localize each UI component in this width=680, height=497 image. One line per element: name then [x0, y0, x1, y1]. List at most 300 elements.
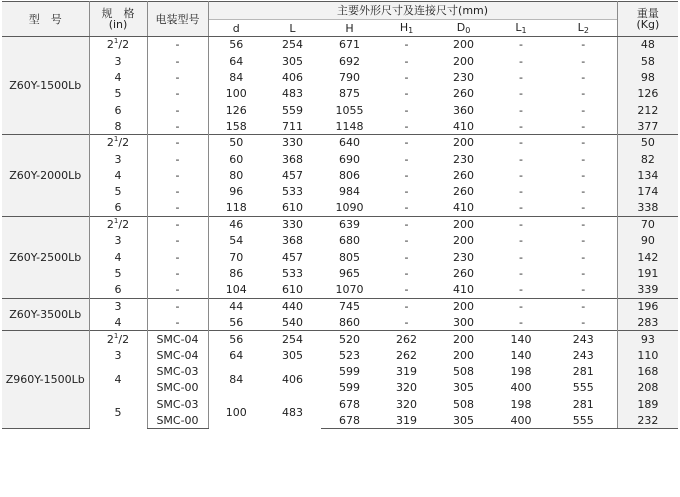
model-cell: Z60Y-2000Lb [2, 135, 89, 217]
dim-cell-D0: 200 [453, 54, 474, 68]
weight-cell: 232 [617, 412, 678, 428]
dim-cell-H1: 262 [396, 348, 417, 362]
weight-cell: 70 [617, 216, 678, 232]
weight-cell: 283 [617, 314, 678, 330]
dim-cell-L: 483 [282, 87, 303, 101]
dim-cell-L2: - [550, 233, 617, 249]
dim-cell-L1: - [519, 250, 523, 264]
dim-cell-H1: - [404, 266, 409, 280]
dim-cell-L1: - [519, 315, 523, 329]
dim-cell-H: 790 [339, 70, 360, 84]
dim-cell-d: 70 [229, 250, 244, 264]
size-value: 6 [114, 283, 122, 297]
dim-cell-H1: - [378, 135, 435, 151]
dim-cell-L2: - [550, 53, 617, 69]
header-col-subscript: 1 [521, 25, 527, 35]
dim-cell-D0: 410 [453, 283, 474, 297]
dim-cell-H: 680 [339, 234, 360, 248]
header-col-label: H [345, 21, 354, 35]
weight-cell: 191 [617, 265, 678, 281]
dim-cell-L2: - [550, 282, 617, 298]
dim-cell-H: 599 [339, 381, 360, 395]
size-cell [89, 118, 147, 134]
dim-cell-D0: 200 [453, 234, 474, 248]
size-cell [89, 282, 147, 298]
dim-cell-L1: - [519, 87, 523, 101]
dim-cell-D0: 230 [453, 152, 474, 166]
size-cell [89, 331, 147, 347]
dim-cell-H1: - [404, 87, 409, 101]
electric-model-cell: - [147, 314, 208, 330]
dim-cell-H1: - [404, 201, 409, 215]
dim-cell-L1: 198 [510, 397, 532, 411]
header-col-subscript: 0 [465, 25, 471, 35]
table-row [2, 167, 678, 183]
dim-cell-H1: - [378, 298, 435, 314]
table-row [2, 184, 678, 200]
size-fraction-numerator: 1 [113, 37, 119, 46]
dim-cell-L: 457 [282, 168, 303, 182]
header-col-label: H [399, 20, 409, 34]
dim-cell-H1: - [404, 283, 409, 297]
dim-cell-D0: 305 [453, 381, 474, 395]
dim-cell-H: 678 [321, 412, 378, 428]
weight-cell: 58 [617, 53, 678, 69]
dim-cell-H1: - [378, 216, 435, 232]
dim-cell-L1: - [519, 168, 523, 182]
electric-model-cell: - [147, 86, 208, 102]
dim-cell-H: 965 [339, 266, 360, 280]
header-col-2 [321, 20, 378, 37]
size-cell [89, 216, 147, 232]
dim-cell-L1: - [519, 103, 523, 117]
dim-cell-H: 1148 [335, 119, 364, 133]
dim-cell-L2: - [550, 167, 617, 183]
weight-cell: 196 [617, 298, 678, 314]
dim-cell-H: 690 [339, 152, 360, 166]
size-fraction-numerator: 1 [113, 217, 119, 226]
dim-cell-d: 56 [229, 315, 244, 329]
dim-cell-D0: 260 [453, 185, 474, 199]
dim-cell-L1: 400 [492, 412, 550, 428]
header-size-unit: (in) [108, 18, 128, 31]
header-electric-model: 电装型号 [147, 2, 208, 37]
electric-model-cell: - [147, 200, 208, 216]
header-col-3 [378, 20, 435, 37]
dim-cell-D0: 200 [435, 216, 492, 232]
size-value: 3 [114, 234, 122, 248]
dim-cell-H: 1090 [335, 201, 364, 215]
dim-cell-d: 80 [229, 168, 244, 182]
dim-cell-L1: 140 [492, 331, 550, 347]
header-col-label: L [577, 20, 584, 34]
size-cell [89, 37, 147, 53]
dim-cell-d: 104 [225, 283, 247, 297]
table-row [2, 298, 678, 314]
dim-cell-L2: 281 [550, 363, 617, 379]
dim-cell-d: 50 [208, 135, 264, 151]
electric-model-cell: - [147, 249, 208, 265]
header-col-subscript: 1 [408, 25, 414, 35]
dim-cell-H1: 320 [396, 397, 417, 411]
dim-cell-H: 1055 [335, 103, 364, 117]
dim-cell-L: 305 [282, 348, 303, 362]
dim-cell-L1: - [519, 234, 523, 248]
electric-model-cell: - [147, 265, 208, 281]
header-col-1 [264, 20, 321, 37]
dim-cell-L: 559 [282, 103, 303, 117]
table-row [2, 53, 678, 69]
dim-cell-D0: 230 [453, 250, 474, 264]
header-dims-title: 主要外形尺寸及连接尺寸(mm) [208, 2, 617, 20]
weight-cell: 126 [617, 86, 678, 102]
dim-cell-H: 678 [339, 397, 360, 411]
dim-cell-L: 368 [282, 234, 303, 248]
dim-cell-L2: - [550, 37, 617, 53]
size-value: 4 [114, 168, 122, 182]
dim-cell-D0: 200 [453, 348, 474, 362]
dim-cell-D0: 360 [453, 103, 474, 117]
header-weight [617, 2, 678, 37]
model-cell: Z960Y-1500Lb [2, 331, 89, 429]
header-size [89, 2, 147, 37]
header-size-label: 规 格 [101, 7, 135, 20]
weight-cell: 338 [617, 200, 678, 216]
dim-cell-L2: - [550, 135, 617, 151]
dim-cell-D0: 508 [453, 397, 474, 411]
dim-cell-L1: - [519, 152, 523, 166]
electric-model-cell: - [147, 298, 208, 314]
electric-model-cell: - [147, 53, 208, 69]
dim-cell-d: 44 [208, 298, 264, 314]
dim-cell-H: 523 [339, 348, 360, 362]
dim-cell-H: 745 [321, 298, 378, 314]
dim-cell-L1: - [519, 201, 523, 215]
dim-cell-d: 56 [208, 331, 264, 347]
dim-cell-L: 305 [282, 54, 303, 68]
dim-cell-H1: 262 [378, 331, 435, 347]
dim-cell-L2: - [550, 184, 617, 200]
dim-cell-L: 610 [282, 283, 303, 297]
size-cell [89, 233, 147, 249]
dim-cell-L2: 243 [550, 347, 617, 363]
electric-model-cell: - [147, 282, 208, 298]
dim-cell-L: 406 [282, 70, 303, 84]
size-cell [89, 151, 147, 167]
dim-cell-d: 64 [229, 54, 244, 68]
size-fraction-denominator: /2 [118, 332, 130, 346]
dim-cell-L1: 198 [510, 365, 532, 379]
header-col-label: L [289, 21, 296, 35]
table-row [2, 135, 678, 151]
dim-cell-L2: - [550, 118, 617, 134]
electric-model-cell: SMC-03 [147, 396, 208, 412]
electric-model-cell: - [147, 118, 208, 134]
size-cell [89, 69, 147, 85]
dim-cell-L: 330 [264, 135, 321, 151]
size-value: 8 [114, 119, 122, 133]
dim-cell-L: 368 [282, 152, 303, 166]
size-value: 6 [114, 201, 122, 215]
header-col-subscript: 2 [583, 25, 589, 35]
dim-cell-L1: - [519, 266, 523, 280]
size-fraction-numerator: 1 [113, 135, 119, 144]
table-row [2, 347, 678, 363]
size-value: 5 [114, 185, 122, 199]
weight-cell: 377 [617, 118, 678, 134]
size-cell [89, 135, 147, 151]
size-value: 4 [114, 250, 122, 264]
size-value: 3 [114, 152, 122, 166]
dim-cell-L2: - [550, 102, 617, 118]
electric-model-cell: SMC-00 [147, 380, 208, 396]
weight-cell: 93 [617, 331, 678, 347]
table-row [2, 86, 678, 102]
table-row [2, 363, 678, 379]
dim-cell-H1: - [404, 250, 409, 264]
size-value: 3 [114, 54, 122, 68]
size-cell [89, 298, 147, 314]
valve-dimension-table [2, 1, 678, 429]
dim-cell-H1: - [404, 168, 409, 182]
dim-cell-H: 1070 [335, 283, 364, 297]
weight-cell: 142 [617, 249, 678, 265]
size-value: 4 [114, 315, 122, 329]
dim-cell-L2: - [550, 216, 617, 232]
size-cell [89, 314, 147, 330]
dim-cell-L: 457 [282, 250, 303, 264]
dim-cell-D0: 508 [453, 365, 474, 379]
table-row [2, 282, 678, 298]
dim-cell-L1: - [519, 54, 523, 68]
dim-cell-D0: 200 [435, 331, 492, 347]
model-cell: Z60Y-3500Lb [2, 298, 89, 331]
dim-cell-H: 984 [339, 185, 360, 199]
dim-cell-H: 805 [339, 250, 360, 264]
table-header [2, 2, 678, 37]
dim-cell-L: 440 [264, 298, 321, 314]
dim-cell-L: 610 [282, 201, 303, 215]
weight-cell: 339 [617, 282, 678, 298]
dim-cell-L2: - [550, 69, 617, 85]
dim-cell-d: 158 [225, 119, 247, 133]
size-cell [89, 249, 147, 265]
dim-cell-d: 54 [229, 234, 244, 248]
dim-cell-L2: - [550, 249, 617, 265]
dim-cell-d: 46 [208, 216, 264, 232]
size-fraction-denominator: /2 [118, 218, 130, 232]
dim-cell-d: 86 [229, 266, 244, 280]
size-cell [89, 102, 147, 118]
weight-cell: 98 [617, 69, 678, 85]
dim-cell-H: 599 [339, 365, 360, 379]
electric-model-cell: - [147, 69, 208, 85]
dim-cell-D0: 260 [453, 168, 474, 182]
dim-cell-D0: 410 [453, 201, 474, 215]
dim-cell-L1: 400 [510, 381, 532, 395]
dim-cell-d: 84 [229, 70, 244, 84]
header-weight-unit: (Kg) [636, 18, 660, 31]
dim-cell-L: 330 [264, 216, 321, 232]
dim-cell-L: 483 [282, 405, 303, 419]
size-value: 2 [106, 218, 114, 232]
dim-cell-H: 671 [339, 38, 360, 52]
dim-cell-D0: 410 [453, 119, 474, 133]
dim-cell-L2: - [550, 86, 617, 102]
dim-cell-L1: - [519, 119, 523, 133]
dim-cell-d: 84 [229, 373, 244, 387]
dim-cell-L2: - [550, 314, 617, 330]
size-cell [89, 184, 147, 200]
weight-cell: 50 [617, 135, 678, 151]
dim-cell-d: 100 [225, 405, 247, 419]
table-row [2, 265, 678, 281]
dim-cell-d: 56 [229, 38, 244, 52]
dim-cell-D0: 230 [453, 70, 474, 84]
table-row [2, 200, 678, 216]
dim-cell-H1: - [404, 103, 409, 117]
electric-model-cell: SMC-04 [147, 347, 208, 363]
model-cell: Z60Y-1500Lb [2, 37, 89, 135]
dim-cell-d: 118 [225, 201, 247, 215]
dim-cell-D0: 200 [435, 298, 492, 314]
electric-model-cell: - [147, 102, 208, 118]
dim-cell-L: 711 [282, 119, 303, 133]
dim-cell-H: 640 [321, 135, 378, 151]
dim-cell-L1: - [519, 38, 523, 52]
dim-cell-H: 639 [321, 216, 378, 232]
dim-cell-d: 60 [229, 152, 244, 166]
dim-cell-L2: - [550, 298, 617, 314]
size-value: 4 [114, 70, 122, 84]
dim-cell-L: 540 [282, 315, 303, 329]
size-cell: 5 [114, 405, 122, 419]
weight-cell: 208 [617, 380, 678, 396]
dim-cell-H1: - [404, 234, 409, 248]
dim-cell-H: 692 [339, 54, 360, 68]
table-row [2, 249, 678, 265]
dim-cell-L2: - [550, 151, 617, 167]
header-col-label: d [232, 21, 240, 35]
dim-cell-L: 254 [282, 38, 303, 52]
size-cell [89, 167, 147, 183]
header-col-0 [208, 20, 264, 37]
table-row [2, 118, 678, 134]
dim-cell-L1: - [519, 70, 523, 84]
size-cell [89, 200, 147, 216]
header-col-5 [492, 20, 550, 37]
dim-cell-L: 254 [264, 331, 321, 347]
electric-model-cell: SMC-03 [147, 363, 208, 379]
size-fraction-numerator: 1 [113, 331, 119, 340]
dim-cell-L1: - [519, 283, 523, 297]
table-row [2, 69, 678, 85]
header-col-label: L [515, 20, 522, 34]
table-row [2, 151, 678, 167]
electric-model-cell: - [147, 167, 208, 183]
dim-cell-L2: 555 [550, 412, 617, 428]
dim-cell-H1: - [404, 70, 409, 84]
weight-cell: 134 [617, 167, 678, 183]
size-value: 3 [114, 299, 122, 313]
dim-cell-D0: 200 [435, 135, 492, 151]
size-cell [89, 265, 147, 281]
weight-cell: 110 [617, 347, 678, 363]
dim-cell-D0: 260 [453, 266, 474, 280]
dim-cell-L: 533 [282, 266, 303, 280]
weight-cell: 82 [617, 151, 678, 167]
size-value: 6 [114, 103, 122, 117]
dim-cell-H: 875 [339, 87, 360, 101]
dim-cell-H1: - [404, 152, 409, 166]
size-value: 5 [114, 87, 122, 101]
size-cell: 3 [114, 348, 122, 362]
weight-cell: 189 [617, 396, 678, 412]
header-col-4 [435, 20, 492, 37]
header-col-6 [550, 20, 617, 37]
size-fraction-denominator: /2 [118, 136, 130, 150]
electric-model-cell: - [147, 184, 208, 200]
dim-cell-D0: 260 [453, 87, 474, 101]
dim-cell-H1: 319 [396, 365, 417, 379]
dim-cell-d: 126 [225, 103, 247, 117]
dim-cell-L1: - [519, 185, 523, 199]
dim-cell-H1: - [404, 315, 409, 329]
electric-model-cell: - [147, 233, 208, 249]
dim-cell-L1: 140 [510, 348, 532, 362]
size-cell [89, 53, 147, 69]
size-value: 2 [106, 136, 114, 150]
weight-cell: 212 [617, 102, 678, 118]
weight-cell: 48 [617, 37, 678, 53]
weight-cell: 90 [617, 233, 678, 249]
dim-cell-H1: - [404, 54, 409, 68]
dim-cell-d: 64 [229, 348, 244, 362]
header-col-label: D [456, 20, 466, 34]
electric-model-cell: - [147, 151, 208, 167]
size-fraction-denominator: /2 [118, 38, 130, 52]
dim-cell-H1: 319 [378, 412, 435, 428]
table-body [2, 37, 678, 429]
dim-cell-H1: - [404, 119, 409, 133]
dim-cell-d: 100 [225, 87, 247, 101]
dim-cell-H: 806 [339, 168, 360, 182]
table-row [2, 37, 678, 53]
dim-cell-L1: - [492, 216, 550, 232]
dim-cell-L2: 243 [550, 331, 617, 347]
weight-cell: 168 [617, 363, 678, 379]
electric-model-cell: SMC-00 [147, 412, 208, 428]
dim-cell-L2: - [550, 200, 617, 216]
electric-model-cell: - [147, 135, 208, 151]
dim-cell-L2: - [550, 265, 617, 281]
dim-cell-L2: 555 [550, 380, 617, 396]
dim-cell-L2: 281 [550, 396, 617, 412]
electric-model-cell: SMC-04 [147, 331, 208, 347]
dim-cell-L: 533 [282, 185, 303, 199]
dim-cell-H1: - [404, 38, 409, 52]
model-cell: Z60Y-2500Lb [2, 216, 89, 298]
header-weight-label: 重量 [636, 7, 659, 20]
dim-cell-L: 406 [282, 373, 303, 387]
size-cell [89, 86, 147, 102]
dim-cell-L1: - [492, 298, 550, 314]
header-model: 型 号 [2, 2, 89, 37]
table-row [2, 396, 678, 412]
size-value: 2 [106, 38, 114, 52]
dim-cell-D0: 200 [453, 38, 474, 52]
electric-model-cell: - [147, 37, 208, 53]
